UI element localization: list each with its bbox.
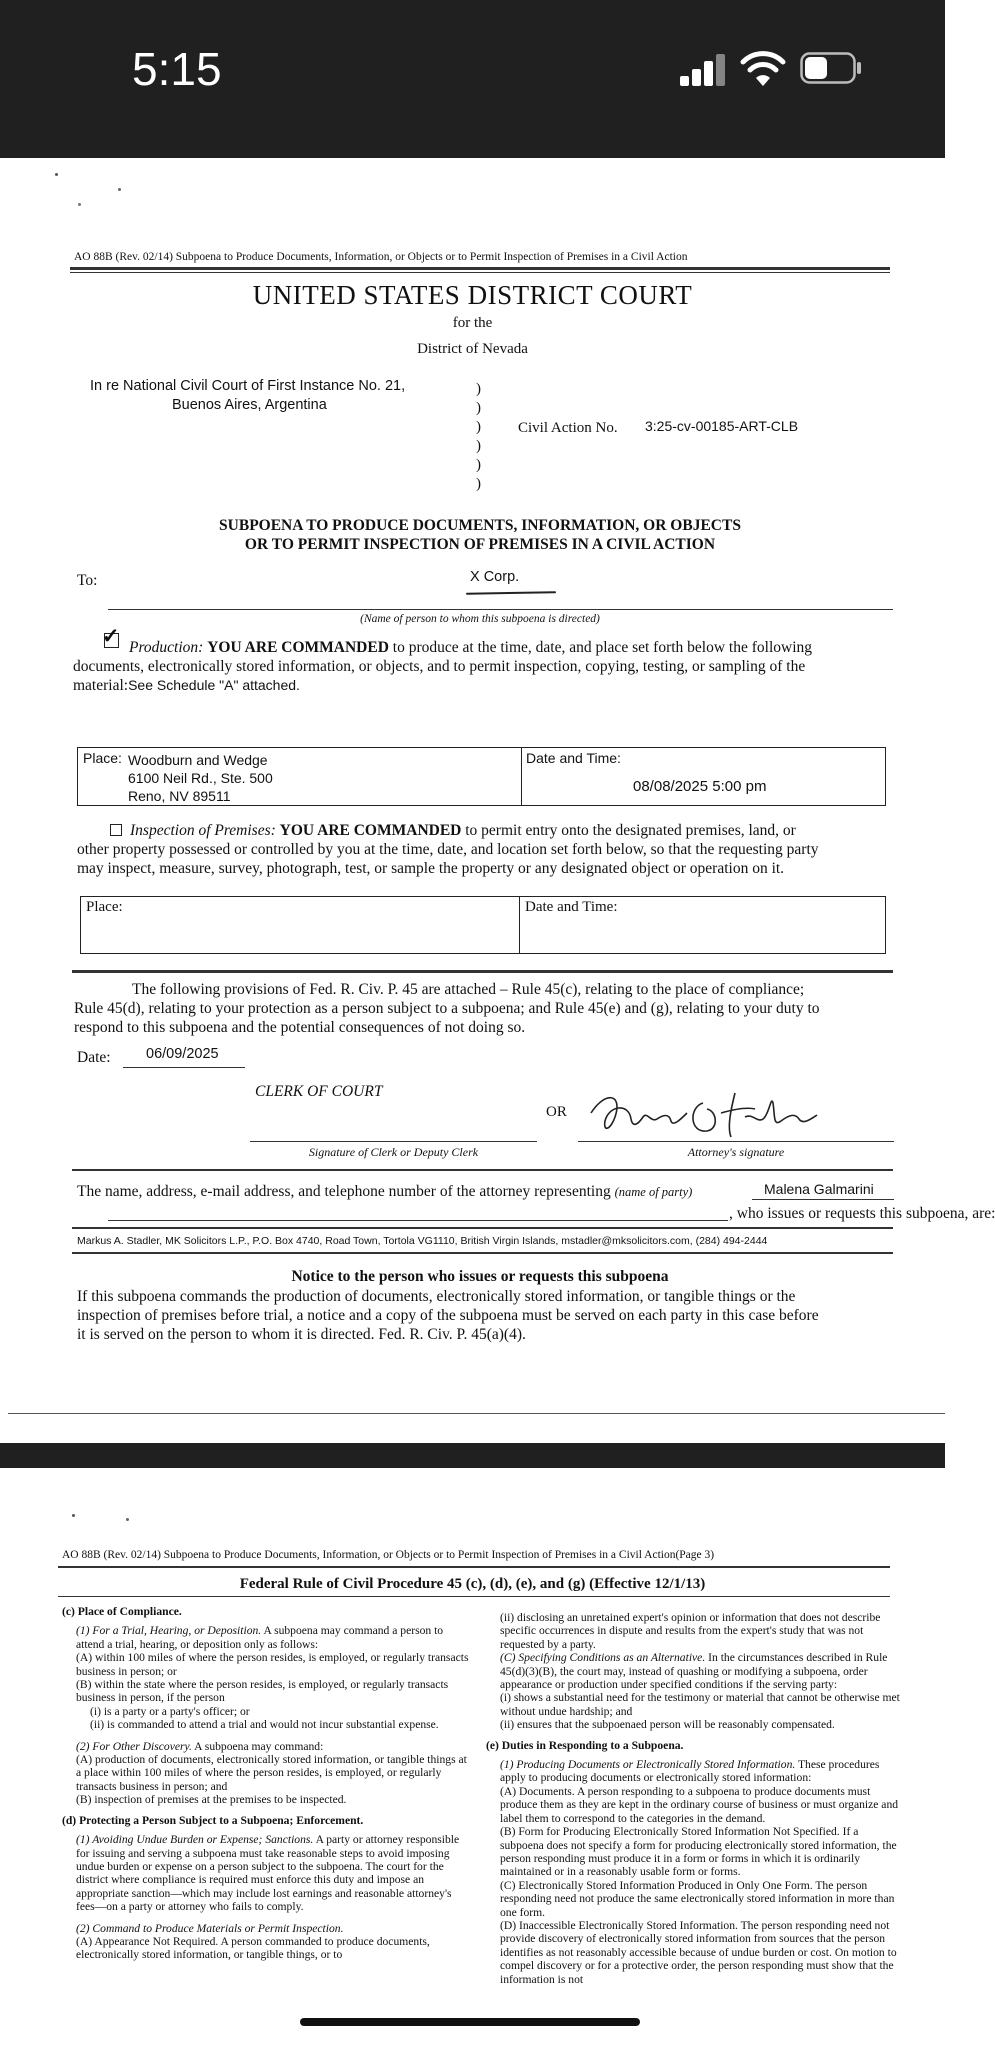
recipient-caption: (Name of person to whom this subpoena is directed) [360,613,600,625]
civil-action-number: 3:25-cv-00185-ART-CLB [645,418,799,434]
court-title: UNITED STATES DISTRICT COURT [252,280,693,310]
inspection-label: Inspection of Premises: [130,822,276,839]
inspection-checkbox [110,824,122,836]
to-label: To: [77,572,98,589]
notice-title: Notice to the person who issues or requests this subpoena [291,1268,669,1285]
subpoena-title-line2: OR TO PERMIT INSPECTION OF PREMISES IN A CIVIL ACTION [244,536,716,553]
name-of-party-label: (name of party) [614,1185,693,1199]
section-c-heading: (c) Place of Compliance. [62,1605,182,1618]
notice-line1: If this subpoena commands the production of documents, electronically stored information, or tangible things or the [77,1288,796,1305]
case-name-line2: Buenos Aires, Argentina [172,397,327,413]
production-place-line1: Woodburn and Wedge [128,752,268,768]
rule-right-column: (ii) disclosing an unretained expert's opinion or information that does not describe specific occurrences in dispute and results from the expert's study that was not requested by a party. (C) Specifying Conditions as an Alternative. In the circumstances described in Rule 45(d)(3)(B), the court may, instead of quashing or modifying a subpoena, order appearance or production under specified conditions if the serving party: (i) shows a substantial need for the testimony or material that cannot be otherwise met without undue hardship; and (ii) ensures that the subpoenaed person will be reasonably compensated. (e) Duties in Responding to a Subpoena. (1) Producing Documents or Electronically Stored Information. These procedures apply to producing documents or electronically stored information: (A) Documents. A person responding to a subpoena to produce documents must produce them as they are kept in the ordinary course of business or must organize and label them to correspond to the categories in the demand. (B) Form for Producing Electronically Stored Information Not Specified. If a subpoena does not specify a form for producing electronically stored information, the person responding must produce it in a form or forms in which it is ordinarily maintained or in a reasonably usable form or forms. (C) Electronically Stored Information Produced in Only One Form. The person responding need not produce the same electronically stored information in more than one form. (D) Inaccessible Electronically Stored Information. The person responding need not provide discovery of electronically stored information from sources that the person identifies as not reasonably accessible because of undue burden or cost. On motion to compel discovery or for a protective order, the person responding must show that the information is not [486,1611,900,1986]
home-indicator [300,2018,640,2026]
inspection-text-c: may inspect, measure, survey, photograph, test, or sample the property or any designated object or operation on it. [77,860,785,877]
or-label: OR [546,1104,567,1120]
clerk-of-court-label: CLERK OF COURT [255,1083,383,1100]
wifi-icon [740,48,786,88]
section-d-heading: (d) Protecting a Person Subject to a Subpoena; Enforcement. [62,1813,364,1827]
case-name-line1: In re National Civil Court of First Instance No. 21, [90,378,406,394]
production-datetime-value: 08/08/2025 5:00 pm [633,778,767,795]
inspection-datetime-label: Date and Time: [525,899,618,915]
inspection-place-label: Place: [86,899,123,915]
recipient-name: X Corp. [470,569,520,585]
rule-left-column: (c) Place of Compliance. (1) For a Trial, Hearing, or Deposition. A subpoena may command a person to attend a trial, hearing, or deposition only as follows: (A) within 100 miles of where the person resides, is employed, or regularly transacts business in person; or (B) within the state where the person resides, is employed, or regularly transacts business in person, if the person (i) is a party or a party's officer; or (ii) is commanded to attend a trial and would not incur substantial expense. (2) For Other Discovery. A subpoena may command: (A) production of documents, electronically stored information, or tangible things at a place within 100 miles of where the person resides, is employed, or regularly transacts business in person; and (B) inspection of premises at the premises to be inspected. (d) Protecting a Person Subject to a Subpoena; Enforcement. (1) Avoiding Undue Burden or Expense; Sanctions. A party or attorney responsible for issuing and serving a subpoena must take reasonable steps to avoid imposing undue burden or expense on a person subject to the subpoena. The court for the district where compliance is required must enforce this duty and impose an appropriate sanction—which may include lost earnings and reasonable attorney's fees—on a party or attorney who fails to comply. (2) Command to Produce Materials or Permit Inspection. (A) Appearance Not Required. A person commanded to produce documents, electronically stored information, or tangible things, or to [62,1605,472,1962]
attorney-line1: The name, address, e-mail address, and telephone number of the attorney representing [77,1183,611,1200]
attorney-signature-image [585,1083,825,1145]
production-place-label: Place: [83,750,122,766]
inspection-commanded: YOU ARE COMMANDED [279,822,462,839]
inspection-text-b: other property possessed or controlled by you at the time, date, and location set forth below, so that the requesting party [77,841,819,858]
form-header: AO 88B (Rev. 02/14) Subpoena to Produce Documents, Information, or Objects or to Permit Inspection of Premises in a Civil Action [74,251,688,263]
provisions-line1: The following provisions of Fed. R. Civ. P. 45 are attached – Rule 45(c), relating to the place of compliance; [132,981,805,998]
production-commanded: YOU ARE COMMANDED [207,639,389,656]
provisions-line2: Rule 45(d), relating to your protection as a person subject to a subpoena; and Rule 45(e) and (g), relating to your duty to [74,1000,820,1017]
date-value: 06/09/2025 [146,1046,219,1062]
status-time: 5:15 [132,43,222,95]
subpoena-page-1 [0,158,995,1443]
production-text-c: material: [73,677,129,694]
attorney-signature-caption: Attorney's signature [687,1145,785,1159]
attorney-line2: , who issues or requests this subpoena, are: [729,1205,995,1222]
production-place-line3: Reno, NV 89511 [128,788,231,804]
notice-line3: it is served on the person to whom it is directed. Fed. R. Civ. P. 45(a)(4). [77,1326,526,1343]
rule-title: Federal Rule of Civil Procedure 45 (c), (d), (e), and (g) (Effective 12/1/13) [239,1576,706,1592]
subpoena-page-3 [0,1468,945,2048]
civil-action-label: Civil Action No. [518,420,618,436]
page-gap [0,1443,945,1468]
case-caption-brackets: ) ) ) ) ) ) [476,381,481,492]
provisions-line3: respond to this subpoena and the potential consequences of not doing so. [74,1019,526,1036]
form-header-page3: AO 88B (Rev. 02/14) Subpoena to Produce Documents, Information, or Objects or to Permit Inspection of Premises in a Civil Action(Page 3) [62,1549,715,1561]
party-name-value: Malena Galmarini [764,1181,874,1197]
production-material: See Schedule "A" attached. [128,677,300,693]
notice-line2: inspection of premises before trial, a notice and a copy of the subpoena must be served on each party in this case before [77,1307,819,1324]
production-label: Production: [129,639,204,656]
production-place-line2: 6100 Neil Rd., Ste. 500 [128,770,273,786]
subpoena-title-line1: SUBPOENA TO PRODUCE DOCUMENTS, INFORMATION, OR OBJECTS [219,517,741,534]
status-bar [0,0,945,158]
check-icon: ✓ [102,624,120,648]
inspection-text-a: to permit entry onto the designated premises, land, or [461,822,796,839]
inspection-place-box [80,896,886,954]
production-datetime-label: Date and Time: [526,750,621,766]
district-name: District of Nevada [417,341,528,357]
clerk-signature-caption: Signature of Clerk or Deputy Clerk [308,1145,479,1159]
signal-icon [680,52,726,86]
attorney-contact-info: Markus A. Stadler, MK Solicitors L.P., P.O. Box 4740, Road Town, Tortola VG1110, British Virgin Islands, mstadler@mksolicitors.com, (284) 494-2444 [77,1235,768,1247]
date-label: Date: [77,1049,111,1066]
battery-icon [800,52,862,84]
for-the-label: for the [452,315,493,331]
production-text-b: documents, electronically stored information, or objects, and to permit inspection, copying, testing, or sampling of the [73,658,806,675]
production-text-a: to produce at the time, date, and place set forth below the following [388,639,813,656]
section-e-heading: (e) Duties in Responding to a Subpoena. [486,1738,684,1752]
